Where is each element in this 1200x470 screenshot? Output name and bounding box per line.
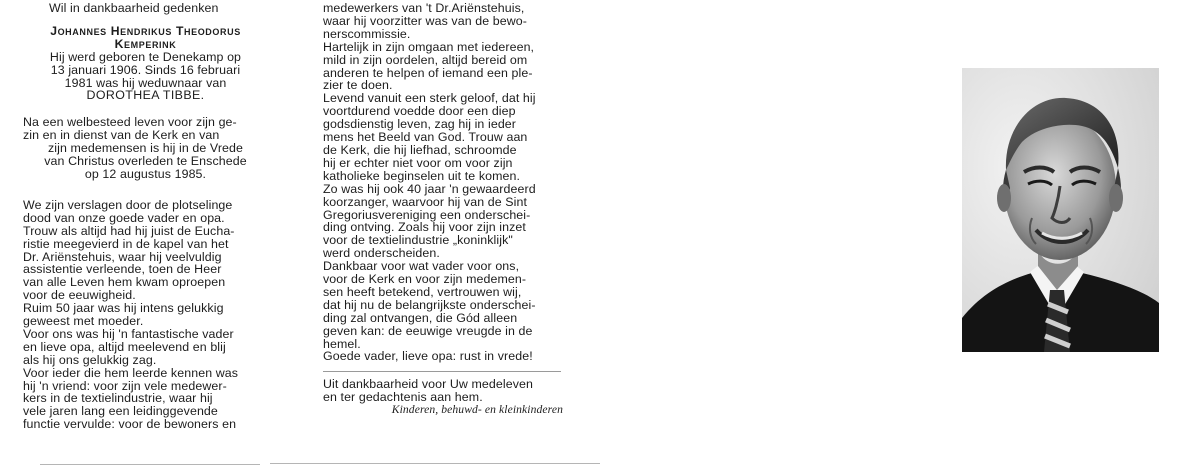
text-line: Zo was hij ook 40 jaar 'n gewaardeerd: [323, 181, 536, 196]
left-text-column: [23, 2, 268, 431]
text-line: mens het Beeld van God. Trouw aan: [323, 130, 528, 145]
text-line: voor de textielindustrie „koninklijk": [323, 233, 513, 248]
deceased-surname: Kemperink: [114, 36, 177, 51]
text-line: katholieke beginselen uit te komen.: [323, 168, 521, 183]
right-text-column: [323, 2, 563, 417]
text-line: dood van onze goede vader en opa.: [23, 210, 225, 225]
family-signature: Kinderen, behuwd- en kleinkinderen: [391, 403, 563, 417]
spouse-name: DOROTHEA TIBBE.: [86, 88, 205, 103]
text-line: sen heeft betekend, vertrouwen wij,: [323, 284, 522, 299]
text-line: Voor ieder die hem leerde kennen was: [23, 365, 239, 380]
text-line: Levend vanuit een sterk geloof, dat hij: [323, 91, 536, 106]
portrait-photo: [962, 68, 1159, 352]
text-line: assistentie verleende, toen de Heer: [23, 262, 222, 277]
text-line: ding ontving. Zoals hij voor zijn inzet: [323, 220, 526, 235]
closing-blessing: Goede vader, lieve opa: rust in vrede!: [323, 349, 533, 364]
text-line: Hartelijk in zijn omgaan met iedereen,: [323, 39, 535, 54]
deceased-name: Johannes Hendrikus Theodorus: [50, 23, 241, 38]
text-line: en lieve opa, altijd meelevend en blij: [23, 339, 226, 354]
text-line: de Kerk, die hij liefhad, schroomde: [323, 142, 517, 157]
death-line-2: zin en in dienst van de Kerk en van: [23, 128, 220, 143]
text-line: zier te doen.: [323, 78, 393, 93]
text-line: ding zal ontvangen, die Gód alleen: [323, 310, 518, 325]
text-line: koorzanger, waarvoor hij van de Sint: [323, 194, 528, 209]
scan-edge-mark: [40, 464, 260, 465]
gratitude-line-2: en ter gedachtenis aan hem.: [323, 390, 483, 405]
text-line: dat hij nu de belangrijkste onderschei-: [323, 297, 536, 312]
text-line: als hij ons gelukkig zag.: [23, 352, 157, 367]
text-line: Dr. Ariënstehuis, waar hij veelvuldig: [23, 249, 222, 264]
death-line-4: van Christus overleden te Enschede: [44, 154, 247, 169]
text-line: vele jaren lang een leidinggevende: [23, 404, 218, 419]
birth-line-1: Hij werd geboren te Denekamp op: [49, 49, 242, 64]
text-line: voor de eeuwigheid.: [23, 288, 136, 303]
text-line: Voor ons was hij 'n fantastische vader: [23, 326, 234, 341]
text-line: hemel.: [323, 336, 361, 351]
text-line: hij 'n vriend: voor zijn vele medewer-: [23, 378, 227, 393]
gratitude-line-1: Uit dankbaarheid voor Uw medeleven: [323, 377, 534, 392]
scan-edge-mark: [270, 463, 600, 464]
text-line: geven kan: de eeuwige vreugde in de: [323, 323, 533, 338]
text-line: werd onderscheiden.: [323, 246, 440, 261]
text-line: mild in zijn oordelen, altijd bereid om: [323, 52, 528, 67]
opening-line: Wil in dankbaarheid gedenken: [49, 1, 219, 15]
text-line: waar hij voorzitter was van de bewo-: [323, 13, 528, 28]
text-line: godsdienstig leven, zag hij in ieder: [323, 117, 517, 132]
text-line: hij er echter niet voor om voor zijn: [323, 155, 513, 170]
text-line: Dankbaar voor wat vader voor ons,: [323, 259, 520, 274]
birth-line-3: 1981 was hij weduwnaar van: [64, 75, 227, 90]
death-line-3: zijn medemensen is hij in de Vrede: [47, 141, 244, 156]
text-line: van alle Leven hem kwam oproepen: [23, 275, 226, 290]
death-line-5: op 12 augustus 1985.: [84, 166, 207, 181]
text-line: medewerkers van 't Dr.Ariënstehuis,: [323, 1, 525, 15]
text-line: We zijn verslagen door de plotselinge: [23, 197, 233, 212]
separator-rule: [323, 371, 561, 372]
birth-line-2: 13 januari 1906. Sinds 16 februari: [50, 62, 241, 77]
text-line: geweest met moeder.: [23, 314, 144, 329]
text-line: anderen te helpen of iemand een ple-: [323, 65, 533, 80]
text-line: Trouw als altijd had hij juist de Eucha-: [23, 223, 235, 238]
text-line: voor de Kerk en voor zijn medemen-: [323, 272, 527, 287]
text-line: Ruim 50 jaar was hij intens gelukkig: [23, 301, 224, 316]
portrait-illustration: [962, 68, 1159, 352]
text-line: ristie meegevierd in de kapel van het: [23, 236, 229, 251]
text-line: kers in de textielindustrie, waar hij: [23, 391, 213, 406]
death-line-1: Na een welbesteed leven voor zijn ge-: [23, 115, 237, 130]
text-line: nerscommissie.: [323, 26, 411, 41]
text-line: Gregoriusvereniging een onderschei-: [323, 207, 531, 222]
text-line: voortdurend voedde door een diep: [323, 104, 516, 119]
text-line: functie vervulde: voor de bewoners en: [23, 417, 237, 432]
